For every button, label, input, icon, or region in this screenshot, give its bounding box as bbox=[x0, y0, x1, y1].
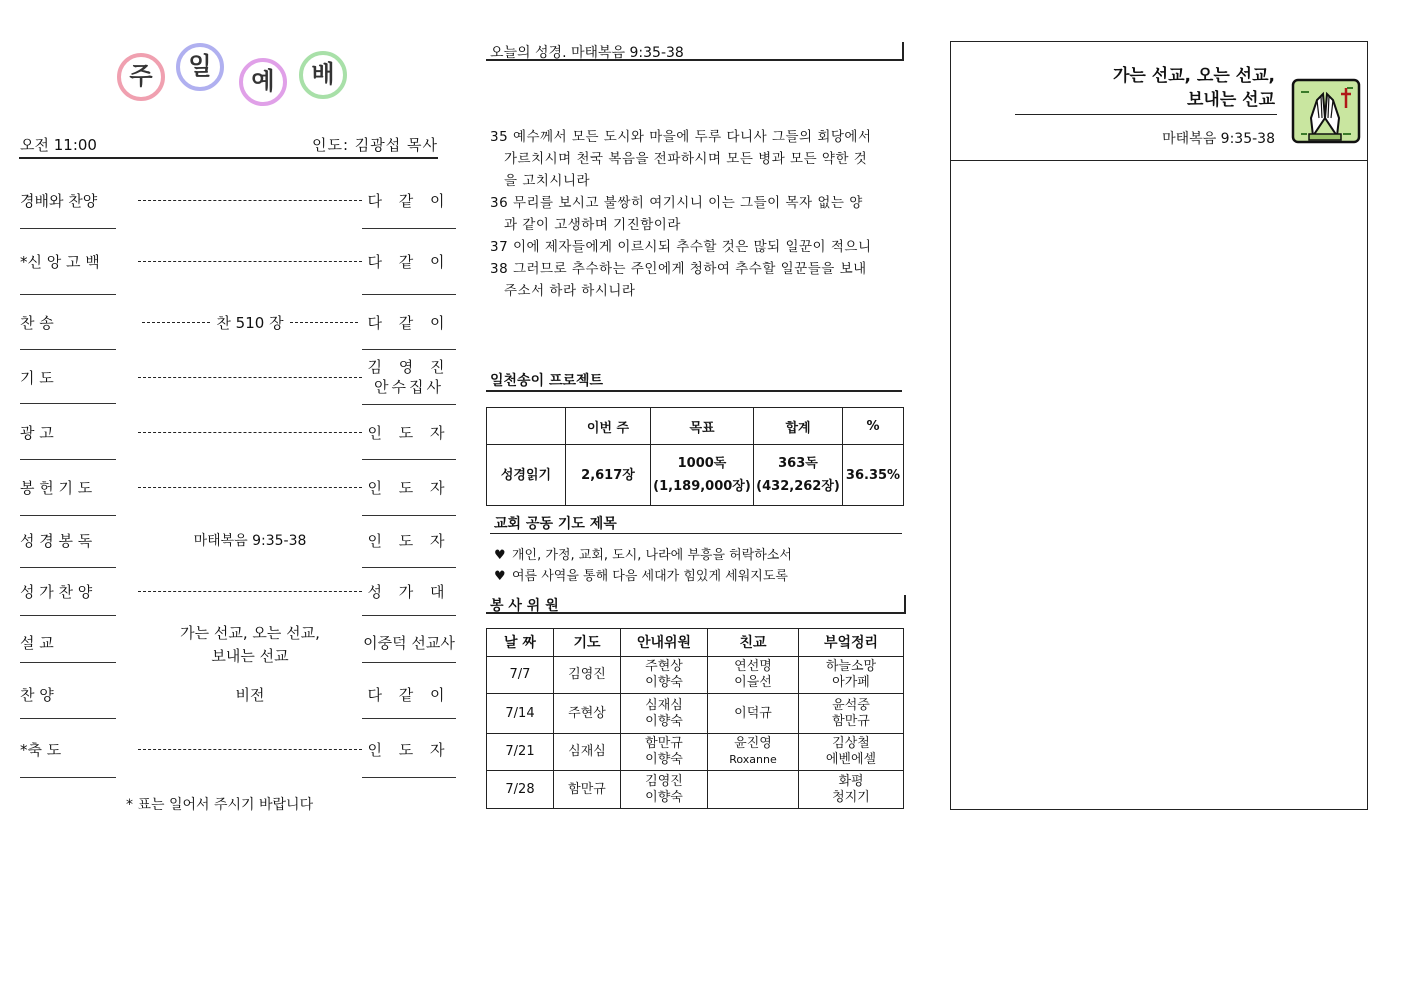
table-cell: 김영진 bbox=[554, 657, 621, 694]
table-cell: 함만규 bbox=[554, 771, 621, 809]
order-reading: 마태복음 9:35-38 bbox=[193, 533, 307, 549]
sermon-reference: 마태복음 9:35-38 bbox=[1162, 131, 1275, 147]
table-cell: 주현상 bbox=[554, 694, 621, 734]
table-header: 기도 bbox=[554, 629, 621, 657]
order-person: 다 같 이 bbox=[362, 251, 456, 295]
table-header: 친교 bbox=[708, 629, 799, 657]
table-row bbox=[487, 734, 904, 771]
order-label: 찬 양 bbox=[20, 684, 116, 719]
title-char: 예 bbox=[239, 58, 287, 106]
order-dashes bbox=[138, 739, 362, 750]
sermon-title-line: 가는 선교, 오는 선교, bbox=[180, 624, 320, 642]
table-cell: 성경읽기 bbox=[487, 445, 566, 506]
table-header: 부엌정리 bbox=[799, 629, 904, 657]
order-dashes bbox=[138, 581, 362, 592]
order-person: 인 도 자 bbox=[362, 477, 456, 516]
order-dashes bbox=[138, 422, 362, 433]
order-person: 인 도 자 bbox=[362, 739, 456, 778]
verse: 36 무리를 보시고 불쌍히 여기시니 이는 그들이 목자 없는 양 과 같이 고생하며 기진함이라 bbox=[490, 195, 863, 233]
service-time: 오전 11:00 bbox=[20, 136, 97, 154]
order-label: 기 도 bbox=[20, 357, 116, 404]
order-person: 인 도 자 bbox=[362, 422, 456, 460]
title-char: 주 bbox=[117, 53, 165, 101]
table-cell: 이덕규 bbox=[708, 694, 799, 734]
order-label: *신 앙 고 백 bbox=[20, 251, 116, 295]
table-header: 안내위원 bbox=[621, 629, 708, 657]
table-cell: 함만규 이향숙 bbox=[621, 734, 708, 771]
sermon-title-line: 보내는 선교 bbox=[211, 647, 289, 665]
order-person: 인 도 자 bbox=[362, 530, 456, 568]
heart-icon: ♥ bbox=[494, 569, 506, 584]
order-song: 비전 bbox=[235, 686, 265, 704]
table-cell: 7/14 bbox=[487, 694, 554, 734]
servants-heading: 봉 사 위 원 bbox=[486, 595, 906, 614]
project-table bbox=[486, 407, 904, 506]
order-dashes bbox=[138, 251, 362, 262]
table-header: % bbox=[843, 408, 904, 445]
order-person: 다 같 이 bbox=[362, 312, 456, 350]
heart-icon: ♥ bbox=[494, 548, 506, 563]
table-cell bbox=[754, 445, 843, 506]
table-header: 목표 bbox=[651, 408, 754, 445]
sermon-title bbox=[1113, 64, 1275, 112]
table-cell: 36.35% bbox=[843, 445, 904, 506]
table-cell: 김영진 이향숙 bbox=[621, 771, 708, 809]
order-person bbox=[362, 357, 456, 405]
order-dashes bbox=[138, 477, 362, 488]
total-pages: (432,262장) bbox=[756, 479, 840, 494]
table-row bbox=[487, 657, 904, 694]
table-cell: 윤진영 Roxanne bbox=[708, 734, 799, 771]
order-dashes bbox=[138, 190, 362, 201]
sermon-title-line: 보내는 선교 bbox=[1186, 90, 1275, 110]
verse: 35 예수께서 모든 도시와 마을에 두루 다니사 그들의 회당에서 가르치시며 천국 복음을 전파하시며 모든 병과 모든 약한 것 을 고치시니라 bbox=[490, 129, 872, 189]
order-label: 찬 송 bbox=[20, 312, 116, 350]
table-cell: 화평 청지기 bbox=[799, 771, 904, 809]
table-cell: 연선명 이을선 bbox=[708, 657, 799, 694]
header-rule bbox=[19, 157, 438, 159]
order-person-name: 김 영 진 bbox=[367, 358, 451, 376]
table-cell: 7/28 bbox=[487, 771, 554, 809]
order-sermon-title bbox=[138, 622, 362, 668]
panel-divider bbox=[951, 160, 1367, 161]
servants-table bbox=[486, 628, 904, 809]
total-value: 363독 bbox=[778, 456, 818, 471]
project-heading: 일천송이 프로젝트 bbox=[486, 370, 902, 392]
service-leader: 인도: 김광섭 목사 bbox=[312, 136, 439, 154]
prayer-heading: 교회 공동 기도 제목 bbox=[490, 513, 902, 534]
order-person-title: 안수집사 bbox=[374, 378, 444, 396]
sermon-title-line: 가는 선교, 오는 선교, bbox=[1112, 66, 1275, 86]
table-cell bbox=[708, 771, 799, 809]
table-cell bbox=[651, 445, 754, 506]
table-cell: 7/7 bbox=[487, 657, 554, 694]
order-dashes bbox=[138, 367, 362, 378]
order-person: 성 가 대 bbox=[362, 581, 456, 616]
scripture-heading: 오늘의 성경. 마태복음 9:35-38 bbox=[486, 42, 904, 61]
verse: 38 그러므로 추수하는 주인에게 청하여 추수할 일꾼들을 보내 주소서 하라 하시니라 bbox=[490, 261, 867, 299]
order-label: 성 가 찬 양 bbox=[20, 581, 116, 616]
table-cell: 하늘소망 아가페 bbox=[799, 657, 904, 694]
order-label: 설 교 bbox=[20, 622, 116, 663]
table-header: 날 짜 bbox=[487, 629, 554, 657]
prayer-item: ♥ 개인, 가정, 교회, 도시, 나라에 부흥을 허락하소서 bbox=[494, 545, 792, 566]
table-cell: 2,617장 bbox=[566, 445, 651, 506]
order-hymn: 찬 510 장 bbox=[138, 312, 362, 333]
prayer-item: ♥ 여름 사역을 통해 다음 세대가 힘있게 세워지도록 bbox=[494, 566, 792, 587]
table-header: 합계 bbox=[754, 408, 843, 445]
order-label: 광 고 bbox=[20, 422, 116, 460]
table-cell: 심재심 이향숙 bbox=[621, 694, 708, 734]
table-header: 이번 주 bbox=[566, 408, 651, 445]
order-label: *축 도 bbox=[20, 739, 116, 778]
prayer-list bbox=[494, 545, 792, 587]
order-person: 이중덕 선교사 bbox=[362, 622, 456, 663]
praying-hands-icon bbox=[1291, 78, 1361, 144]
table-row bbox=[487, 694, 904, 734]
order-label: 성 경 봉 독 bbox=[20, 530, 116, 568]
table-cell: 심재심 bbox=[554, 734, 621, 771]
order-person: 다 같 이 bbox=[362, 684, 456, 719]
table-header bbox=[487, 408, 566, 445]
sermon-title-rule bbox=[1015, 114, 1277, 115]
goal-value: 1000독 bbox=[677, 456, 727, 471]
title-char: 일 bbox=[176, 43, 224, 91]
goal-pages: (1,189,000장) bbox=[653, 479, 751, 494]
table-cell: 김상철 에벤에셀 bbox=[799, 734, 904, 771]
title-char: 배 bbox=[299, 51, 347, 99]
table-cell: 주현상 이향숙 bbox=[621, 657, 708, 694]
scripture-text bbox=[490, 126, 900, 302]
table-row bbox=[487, 771, 904, 809]
table-cell: 윤석중 함만규 bbox=[799, 694, 904, 734]
order-label: 봉 헌 기 도 bbox=[20, 477, 116, 516]
order-person: 다 같 이 bbox=[362, 190, 456, 229]
sermon-panel bbox=[950, 41, 1368, 810]
verse: 37 이에 제자들에게 이르시되 추수할 것은 많되 일꾼이 적으니 bbox=[490, 239, 872, 255]
standing-note: * 표는 일어서 주시기 바랍니다 bbox=[126, 797, 314, 813]
order-label: 경배와 찬양 bbox=[20, 190, 116, 229]
table-cell: 7/21 bbox=[487, 734, 554, 771]
